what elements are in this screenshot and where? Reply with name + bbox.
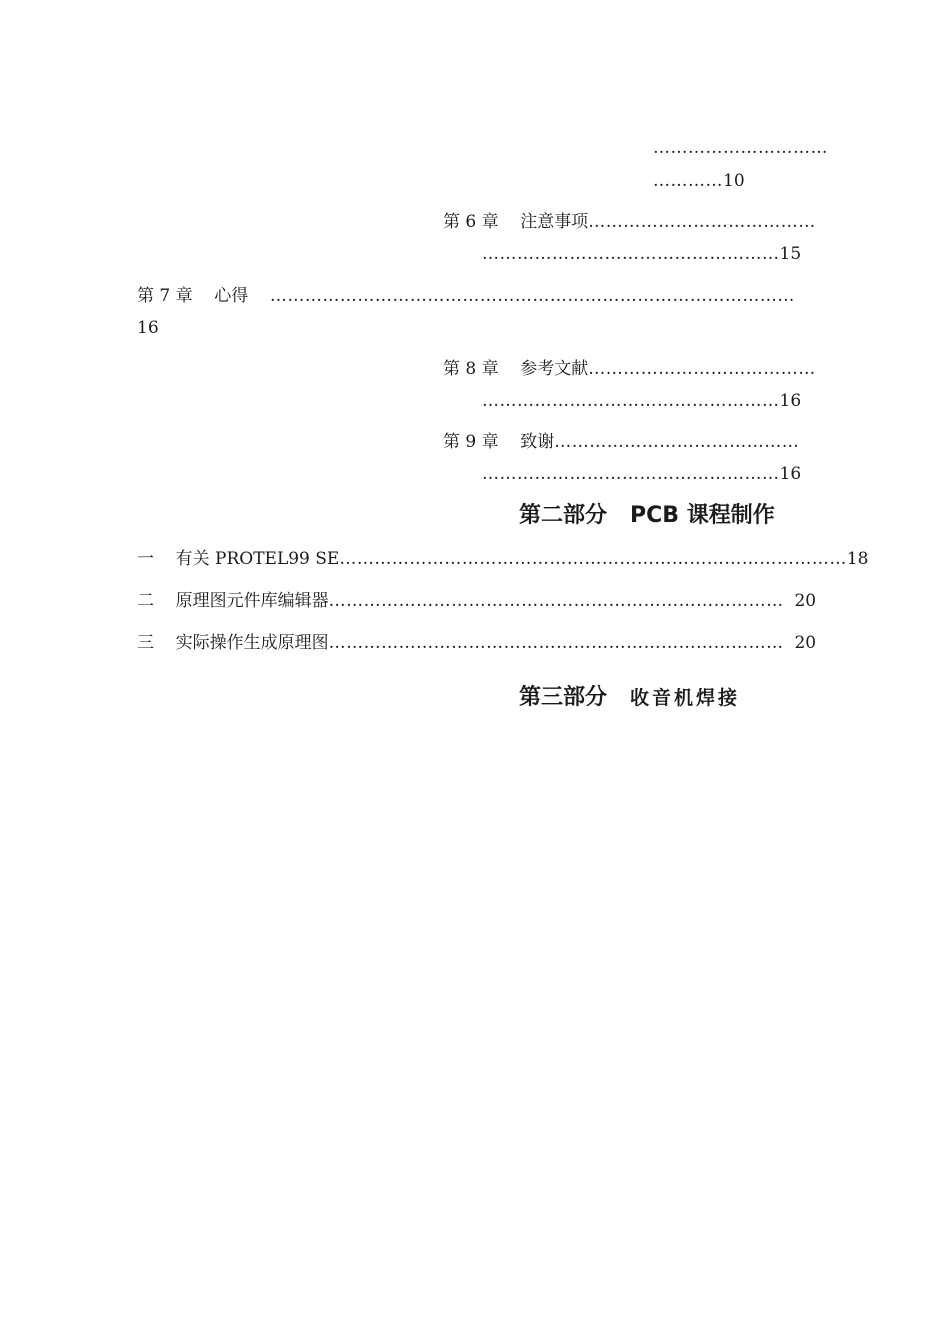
part2-item-1-dots: ……………………………………………………………………………	[339, 549, 847, 569]
toc-chapter6[interactable]	[443, 210, 861, 234]
toc-chapter7-label: 第 7 章	[137, 286, 193, 306]
toc-entry-prev-dots-a: …………………………	[653, 138, 828, 158]
part3-heading	[519, 682, 740, 713]
toc-chapter8-page: 16	[779, 391, 802, 411]
part2-heading-title: PCB 课程制作	[630, 503, 775, 528]
toc-chapter6-line2	[482, 242, 801, 266]
part2-item-2[interactable]	[137, 589, 861, 613]
part2-item-3-page: 20	[794, 633, 817, 653]
toc-chapter8[interactable]	[443, 357, 861, 381]
toc-chapter8-line2	[482, 389, 801, 413]
part2-item-3-title: 实际操作生成原理图	[175, 633, 329, 653]
part2-heading-label: 第二部分	[519, 503, 608, 528]
part2-item-1-num: 一	[137, 549, 154, 569]
toc-chapter7[interactable]	[137, 284, 861, 308]
part2-item-2-page: 20	[794, 591, 817, 611]
part3-heading-label: 第三部分	[519, 685, 608, 710]
part2-item-1-page: 18	[846, 549, 869, 569]
toc-entry-prev-dots-b: …………	[653, 171, 723, 191]
part2-heading	[519, 500, 775, 531]
part2-item-1-title: 有关 PROTEL99 SE	[175, 549, 340, 569]
toc-chapter9-page: 16	[779, 464, 802, 484]
toc-chapter9-dots: ……………………………………	[554, 432, 800, 452]
part3-heading-title: 收音机焊接	[630, 687, 741, 709]
part2-item-2-num: 二	[137, 591, 154, 611]
toc-chapter9-title: 致谢	[520, 432, 555, 452]
toc-chapter9-label: 第 9 章	[443, 432, 499, 452]
part2-item-3-dots: ……………………………………………………………………	[328, 633, 784, 653]
toc-chapter9-line2	[482, 462, 801, 486]
toc-chapter6-dots-b: ……………………………………………	[482, 244, 780, 264]
toc-chapter6-page: 15	[779, 244, 802, 264]
toc-chapter7-dots: ………………………………………………………………………………	[269, 286, 795, 306]
toc-chapter7-title: 心得	[214, 286, 249, 306]
toc-chapter8-title: 参考文献	[520, 359, 589, 379]
part2-item-3-num: 三	[137, 633, 154, 653]
toc-chapter9[interactable]	[443, 430, 861, 454]
toc-entry-prev-line2	[653, 169, 745, 193]
toc-chapter6-title: 注意事项	[520, 212, 589, 232]
toc-chapter8-dots-b: ……………………………………………	[482, 391, 780, 411]
part2-item-3[interactable]	[137, 631, 861, 655]
toc-chapter8-dots: …………………………………	[588, 359, 816, 379]
toc-chapter6-label: 第 6 章	[443, 212, 499, 232]
part2-item-1[interactable]	[137, 547, 869, 571]
toc-chapter8-label: 第 8 章	[443, 359, 499, 379]
toc-chapter9-dots-b: ……………………………………………	[482, 464, 780, 484]
part2-item-2-dots: ……………………………………………………………………	[328, 591, 784, 611]
toc-entry-prev-page: 10	[723, 171, 745, 191]
toc-chapter6-dots: …………………………………	[588, 212, 816, 232]
toc-chapter7-page: 16	[137, 318, 159, 338]
part2-item-2-title: 原理图元件库编辑器	[175, 591, 329, 611]
